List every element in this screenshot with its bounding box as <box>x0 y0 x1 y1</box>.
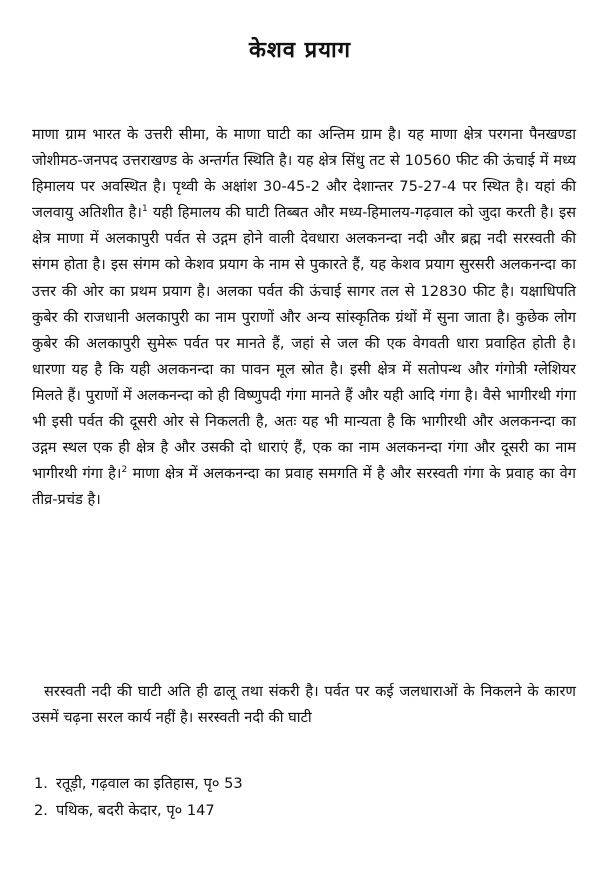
body-paragraph-2: सरस्वती नदी की घाटी अति ही ढालू तथा संकरी है। पर्वत पर कई जलधाराओं के निकलने के कारण उसमें चढ़ना सरल कार्य नहीं है। सरस्वती नदी की घाटी <box>32 683 576 726</box>
paragraph-1-text-b: यही हिमालय की घाटी तिब्बत और मध्य-हिमालय-गढ़वाल को जुदा करती है। इस क्षेत्र माणा में अलकापुरी पर्वत से उद्गम होने वाली देवधारा अलकनन्दा नदी और ब्रह्म नदी सरस्वती की संगम होता है। इस संगम को केशव प्रयाग के नाम से पुकारते हैं, यह केशव प्रयाग सुरसरी अलकनन्दा का उत्तर की ओर का प्रथम प्रयाग है। अलका पर्वत की ऊंचाई सागर तल से 12830 फीट है। यक्षाधिपति कुबेर की राजधानी अलकापुरी का नाम पुराणों और अन्य सांस्कृतिक ग्रंथों में सुना जाता है। कुछेक लोग कुबेर की अलकापुरी सुमेरू पर्वत पर मानते हैं, जहां से जल की एक वेगवती धारा प्रवाहित होती है। धारणा यह है कि यही अलकनन्दा का पावन मूल स्रोत है। इसी क्षेत्र में सतोपन्थ और गंगोत्री ग्लेशियर मिलते हैं। पुराणों में अलकनन्दा को ही विष्णुपदी गंगा मानते हैं और यही आदि गंगा है। वैसे भागीरथी गंगा भी इसी पर्वत की दूसरी ओर से निकलती है, अतः यह भी मान्यता है कि भागीरथी और अलकनन्दा का उद्गम स्थल एक ही क्षेत्र है और उसकी दो धाराएं हैं, एक का नाम अलकनन्दा गंगा और दूसरी का नाम भागीरथी गंगा है। <box>32 204 576 483</box>
page-title: केशव प्रयाग <box>248 38 352 63</box>
paragraph-1-text-c: माणा क्षेत्र में अलकनन्दा का प्रवाह समगति में है और सरस्वती गंगा के प्रवाह का वेग तीव्र-प्रचंड है। <box>32 465 576 509</box>
paragraph-1-text-a: माणा ग्राम भारत के उत्तरी सीमा, के माणा घाटी का अन्तिम ग्राम है। यह माणा क्षेत्र परगना पैनखण्डा जोशीमठ-जनपद उत्तराखण्ड के अन्तर्गत स्थिति है। यह क्षेत्र सिंधु तट से 10560 फीट की ऊंचाई में मध्य हिमालय पर अवस्थित है। पृथ्वी के अक्षांश 30-45-2 और देशान्तर 75-27-4 पर स्थित है। यहां की जलवायु अतिशीत है। <box>32 126 576 222</box>
footnote-ref-1: 1 <box>141 204 148 215</box>
footnote-number: 2. <box>34 802 48 819</box>
footnote-ref-2: 2 <box>121 465 128 476</box>
footnotes-list <box>34 770 574 824</box>
body-paragraph-1 <box>32 122 576 513</box>
footnote-text: रतूड़ी, गढ़वाल का इतिहास, पृ० 53 <box>56 775 243 792</box>
footnote-item <box>34 797 574 824</box>
footnote-text: पथिक, बदरी केदार, पृ० 147 <box>56 802 215 819</box>
footnote-item <box>34 770 574 797</box>
footnote-number: 1. <box>34 775 48 792</box>
